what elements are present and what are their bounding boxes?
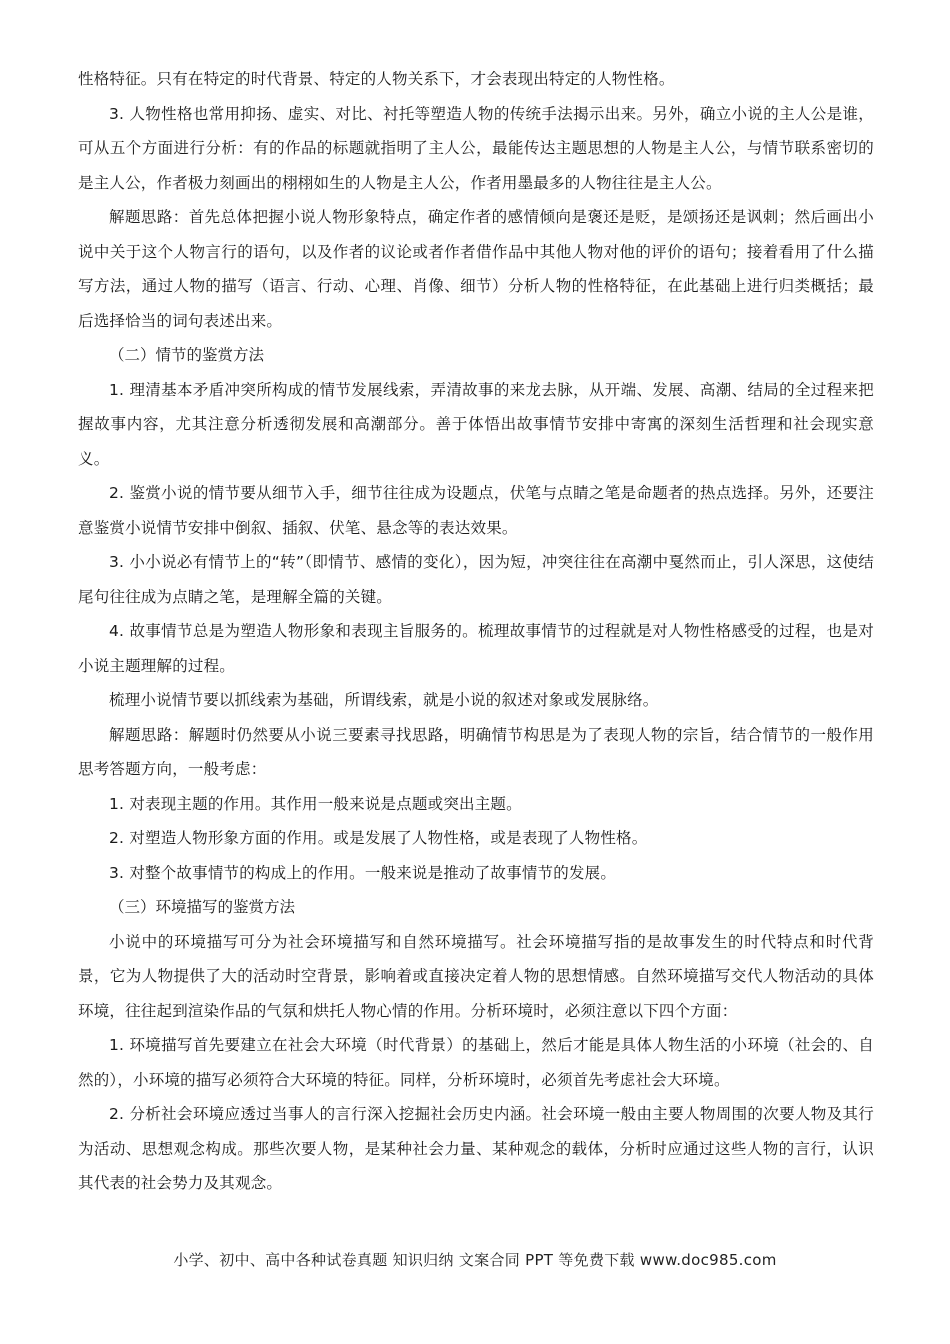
page-footer: 小学、初中、高中各种试卷真题 知识归纳 文案合同 PPT 等免费下载 www.doc985.com [173, 1251, 777, 1269]
paragraph-plot-1: 1. 理清基本矛盾冲突所构成的情节发展线索，弄清故事的来龙去脉，从开端、发展、高潮、结局的全过程来把握故事内容，尤其注意分析透彻发展和高潮部分。善于体悟出故事情节安排中寄寓的深刻生活哲理和社会现实意义。 [78, 380, 874, 468]
paragraph-character-solution: 解题思路：首先总体把握小说人物形象特点，确定作者的感情倾向是褒还是贬，是颂扬还是讽刺；然后画出小说中关于这个人物言行的语句，以及作者的议论或者作者借作品中其他人物对他的评价的语句；接着看用了什么描写方法，通过人物的描写（语言、行动、心理、肖像、细节）分析人物的性格特征，在此基础上进行归类概括；最后选择恰当的词句表述出来。 [78, 208, 874, 330]
paragraph-plot-clue: 梳理小说情节要以抓线索为基础，所谓线索，就是小说的叙述对象或发展脉络。 [109, 691, 659, 709]
paragraph-continuation: 性格特征。只有在特定的时代背景、特定的人物关系下，才会表现出特定的人物性格。 [78, 70, 675, 88]
paragraph-environment-intro: 小说中的环境描写可分为社会环境描写和自然环境描写。社会环境描写指的是故事发生的时代特点和时代背景，它为人物提供了大的活动时空背景，影响着或直接决定着人物的思想情感。自然环境描写交代人物活动的具体环境，往往起到渲染作品的气氛和烘托人物心情的作用。分析环境时，必须注意以下四个方面： [78, 932, 874, 1020]
paragraph-plot-effect-2: 2. 对塑造人物形象方面的作用。或是发展了人物性格，或是表现了人物性格。 [109, 829, 648, 847]
paragraph-plot-solution: 解题思路：解题时仍然要从小说三要素寻找思路，明确情节构思是为了表现人物的宗旨，结合情节的一般作用思考答题方向，一般考虑： [78, 725, 874, 778]
paragraph-character-techniques: 3. 人物性格也常用抑扬、虚实、对比、衬托等塑造人物的传统手法揭示出来。另外，确立小说的主人公是谁，可从五个方面进行分析：有的作品的标题就指明了主人公，最能传达主题思想的人物是主人公，与情节联系密切的是主人公，作者极力刻画出的栩栩如生的人物是主人公，作者用墨最多的人物往往是主人公。 [78, 104, 874, 192]
paragraph-environment-1: 1. 环境描写首先要建立在社会大环境（时代背景）的基础上，然后才能是具体人物生活的小环境（社会的、自然的），小环境的描写必须符合大环境的特征。同样，分析环境时，必须首先考虑社会大环境。 [78, 1036, 874, 1089]
paragraph-plot-3: 3. 小小说必有情节上的“转”（即情节、感情的变化），因为短，冲突往往在高潮中戛然而止，引人深思，这使结尾句往往成为点睛之笔，是理解全篇的关键。 [78, 553, 874, 606]
paragraph-plot-4: 4. 故事情节总是为塑造人物形象和表现主旨服务的。梳理故事情节的过程就是对人物性格感受的过程，也是对小说主题理解的过程。 [78, 622, 874, 675]
paragraph-environment-2: 2. 分析社会环境应透过当事人的言行深入挖掘社会历史内涵。社会环境一般由主要人物周围的次要人物及其行为活动、思想观念构成。那些次要人物，是某种社会力量、某种观念的载体，分析时应通过这些人物的言行，认识其代表的社会势力及其观念。 [78, 1105, 874, 1192]
section-heading-environment: （三）环境描写的鉴赏方法 [109, 898, 296, 916]
paragraph-plot-effect-3: 3. 对整个故事情节的构成上的作用。一般来说是推动了故事情节的发展。 [109, 863, 617, 882]
document-body [78, 62, 874, 1201]
paragraph-plot-2: 2. 鉴赏小说的情节要从细节入手，细节往往成为设题点，伏笔与点睛之笔是命题者的热点选择。另外，还要注意鉴赏小说情节安排中倒叙、插叙、伏笔、悬念等的表达效果。 [78, 484, 874, 537]
section-heading-plot: （二）情节的鉴赏方法 [109, 346, 265, 364]
paragraph-plot-effect-1: 1. 对表现主题的作用。其作用一般来说是点题或突出主题。 [109, 794, 522, 813]
